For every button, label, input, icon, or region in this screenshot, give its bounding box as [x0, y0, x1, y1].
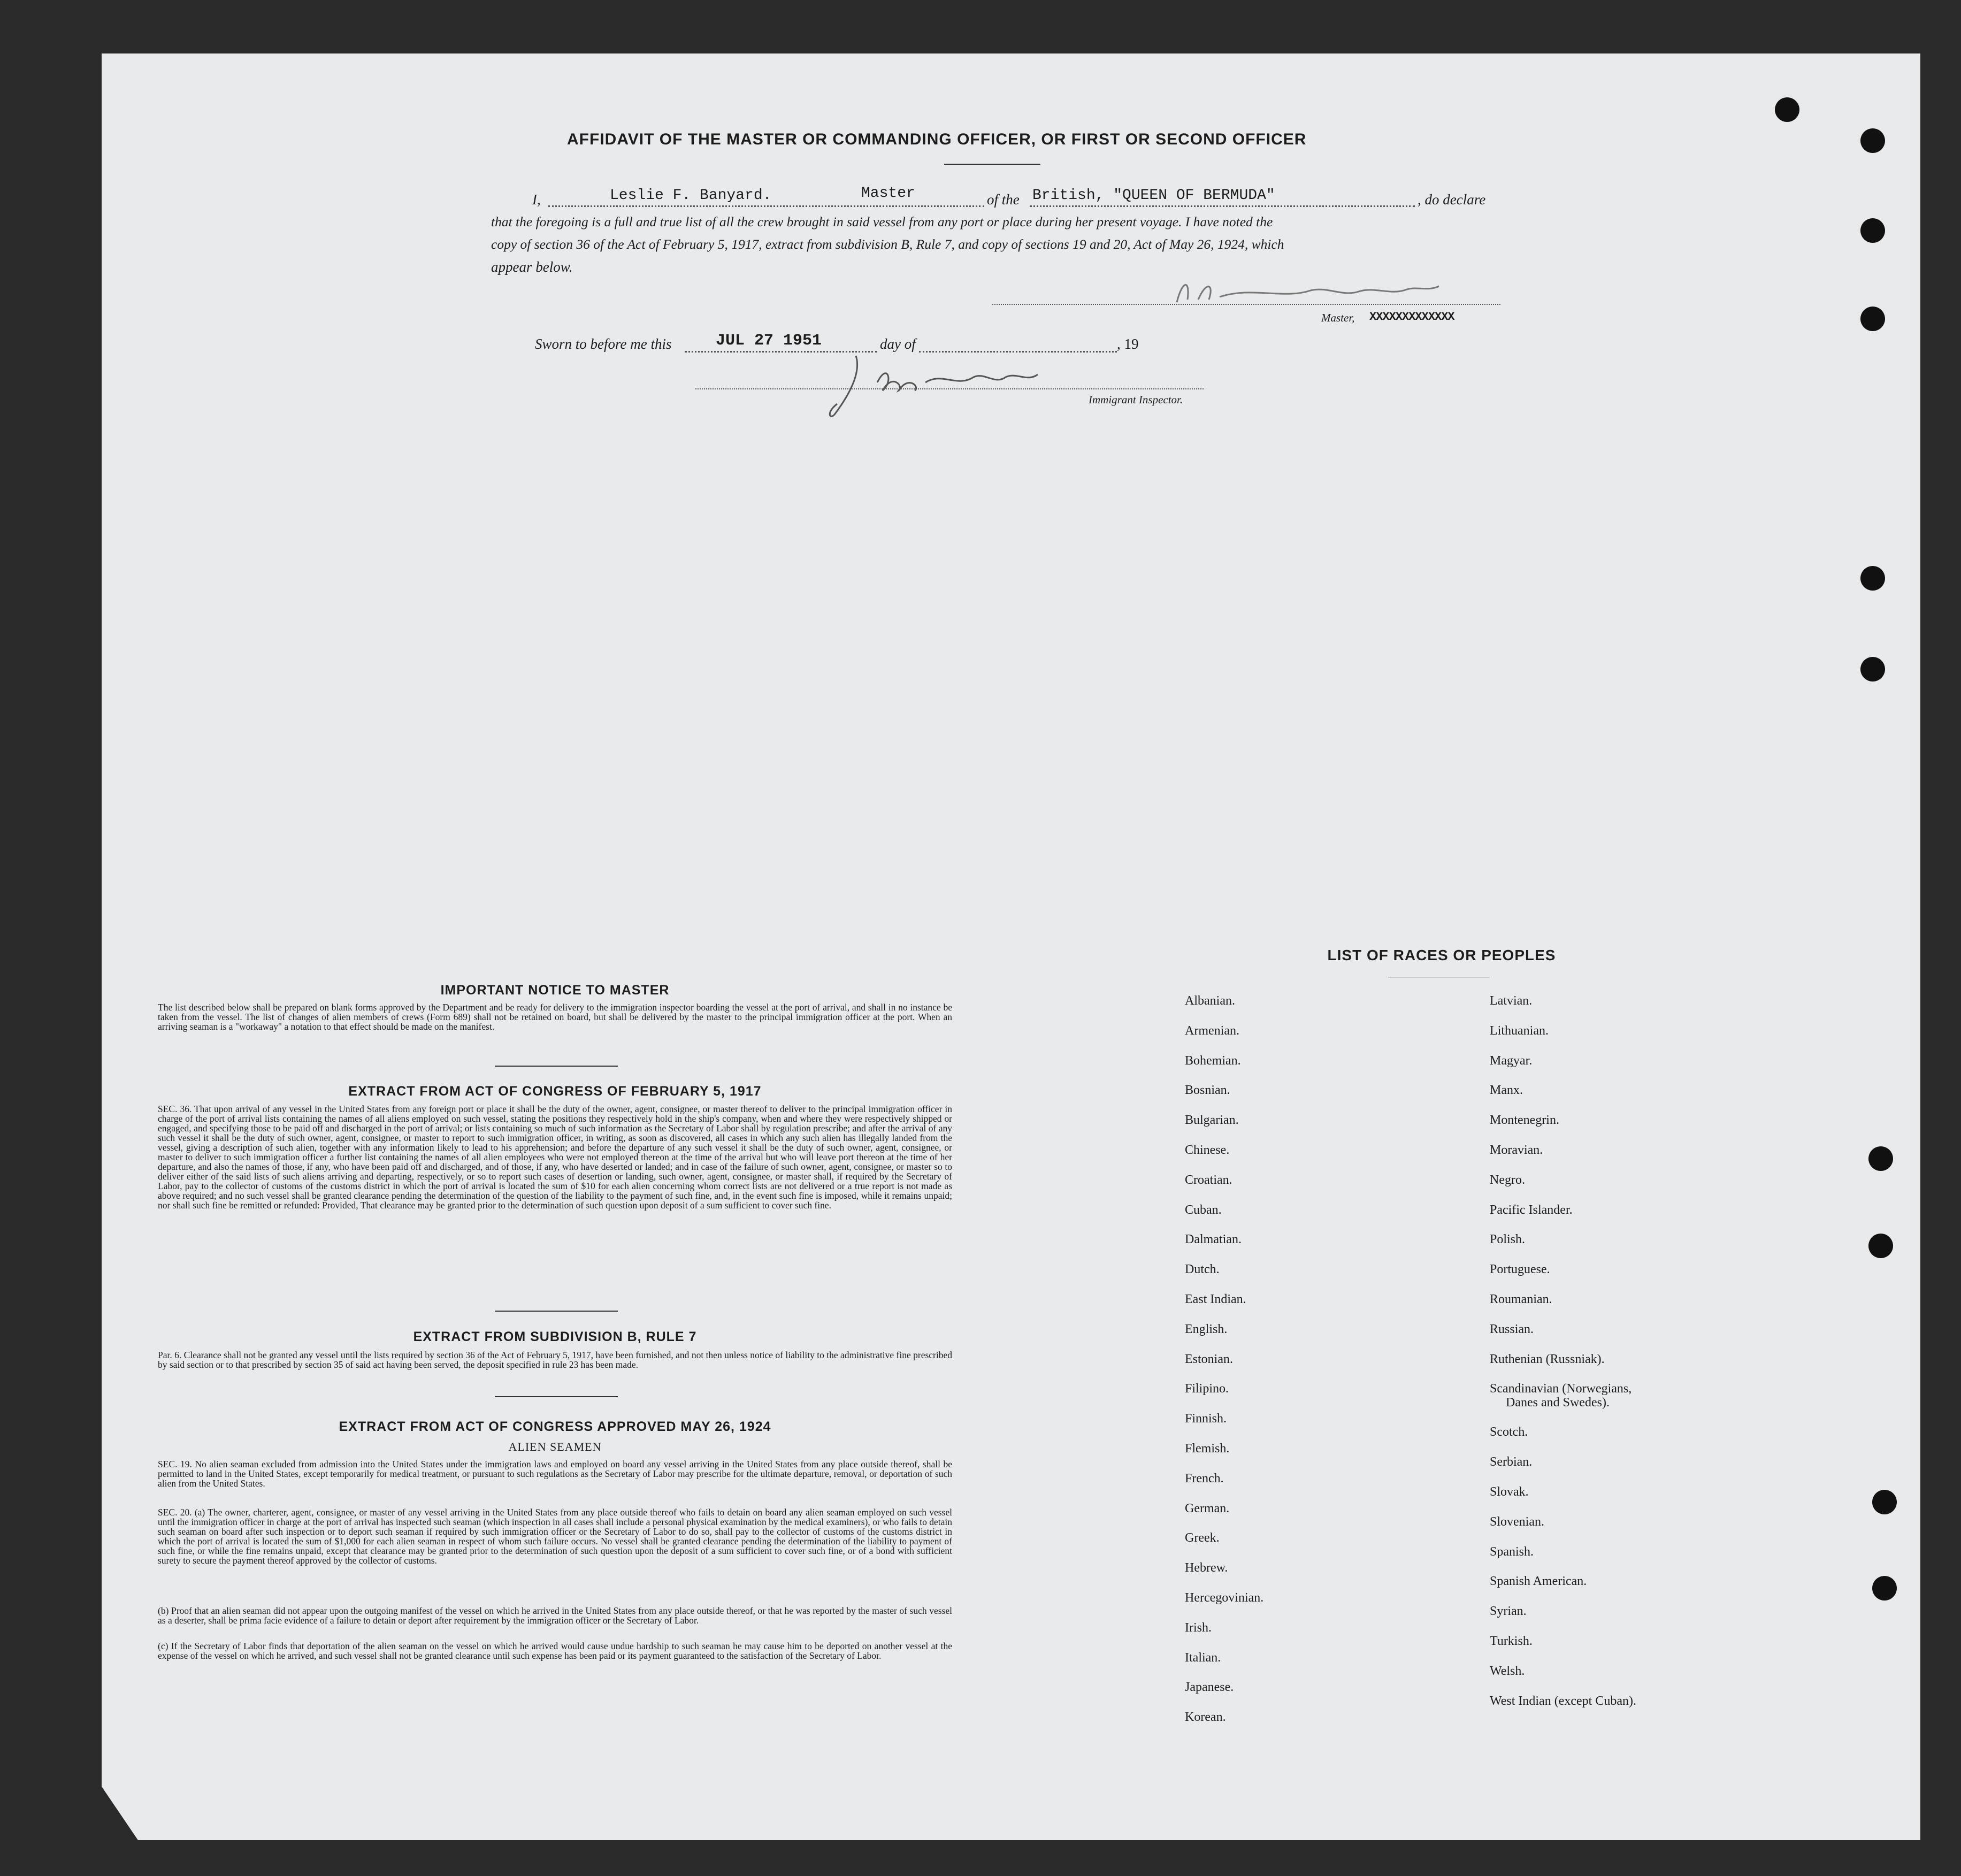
day-of-label: day of — [880, 336, 916, 352]
punch-hole — [1868, 1146, 1893, 1171]
race-item: Portuguese. — [1490, 1262, 1550, 1277]
punch-hole — [1872, 1576, 1897, 1601]
extract-rule7-title: EXTRACT FROM SUBDIVISION B, RULE 7 — [413, 1329, 697, 1344]
punch-hole — [1860, 218, 1885, 243]
inspector-caption: Immigrant Inspector. — [1089, 393, 1183, 406]
divider — [495, 1311, 618, 1312]
master-signature — [1166, 270, 1444, 313]
race-item: Dutch. — [1185, 1262, 1220, 1277]
race-item: Turkish. — [1490, 1634, 1533, 1648]
vessel-field-line — [1030, 205, 1415, 207]
race-item: Russian. — [1490, 1322, 1534, 1336]
race-item: Spanish. — [1490, 1544, 1534, 1559]
race-item: English. — [1185, 1322, 1228, 1336]
sworn-date-stamp: JUL 27 1951 — [716, 332, 822, 350]
race-item: Albanian. — [1185, 994, 1235, 1008]
divider — [944, 164, 1040, 165]
extract-1924-section-20a: SEC. 20. (a) The owner, charterer, agent, consignee, or master of any vessel arriving in the United States from any place outside thereof who fails to detain on board any alien seaman employed on such vessel until the immigration officer in charge at the port of arrival has inspected such seaman (which inspection in all cases shall include a personal physical examination by the medical examiners), or who fails to detain such seaman on board after such inspection or to deport such seaman if required by such immigration officer or the Secretary of Labor to do so, shall pay to the collector of customs of the customs district in which the port of arrival is located the sum of $1,000 for each alien seaman in respect of whom such failure occurs. No vessel shall be granted clearance pending the determination of the liability to payment of such fine, or while the fine remains unpaid, except that clearance may be granted prior to the determination of such question upon the deposit of a sum sufficient to cover such fine, or of a bond with sufficient surety to secure the payment thereof approved by the collector of customs. — [158, 1507, 952, 1566]
race-item: Greek. — [1185, 1531, 1220, 1545]
punch-hole — [1860, 566, 1885, 591]
race-item: Hebrew. — [1185, 1561, 1228, 1575]
race-item: Irish. — [1185, 1620, 1212, 1635]
race-item: Montenegrin. — [1490, 1113, 1559, 1128]
sworn-label: Sworn to before me this — [535, 336, 672, 352]
race-item: Danes and Swedes). — [1506, 1395, 1610, 1410]
race-item: Slovak. — [1490, 1484, 1529, 1499]
race-item: Hercegovinian. — [1185, 1591, 1264, 1605]
extract-1924-subtitle: ALIEN SEAMEN — [508, 1440, 602, 1453]
declaration-i: I, — [532, 192, 541, 208]
race-item: Lithuanian. — [1490, 1023, 1549, 1038]
master-name-field: Leslie F. Banyard. — [610, 187, 772, 204]
inspector-signature-line — [695, 388, 1204, 389]
race-item: Italian. — [1185, 1650, 1221, 1665]
race-item: Dalmatian. — [1185, 1232, 1242, 1247]
divider — [495, 1066, 618, 1067]
master-caption: Master, — [1321, 311, 1355, 324]
race-item: Cuban. — [1185, 1203, 1222, 1217]
race-item: Armenian. — [1185, 1023, 1239, 1038]
race-item: Flemish. — [1185, 1442, 1230, 1456]
vessel-field: British, "QUEEN OF BERMUDA" — [1032, 187, 1275, 204]
race-item: Spanish American. — [1490, 1574, 1587, 1589]
race-item: Chinese. — [1185, 1143, 1230, 1157]
race-item: Negro. — [1490, 1173, 1525, 1187]
notice-title: IMPORTANT NOTICE TO MASTER — [440, 983, 670, 998]
extract-1917-title: EXTRACT FROM ACT OF CONGRESS OF FEBRUARY 5, 1917 — [348, 1084, 762, 1099]
inspector-signature — [813, 350, 1070, 420]
notice-body: The list described below shall be prepared on blank forms approved by the Department and be ready for delivery to the immigration inspector boarding the vessel at the port of arrival, and shall in no instance be taken from the vessel. The list of changes of alien members of crews (Form 689) shall not be retained on board, but shall be delivered by the master to the principal immigration officer at the port. When an arriving seaman is a "workaway" a notation to that effect should be made on the manifest. — [158, 1002, 952, 1032]
extract-1924-section-19: SEC. 19. No alien seaman excluded from admission into the United States under the immigration laws and employed on board any vessel arriving in the United States from any place outside thereof, shall be permitted to land in the United States, except temporarily for medical treatment, or pursuant to such regulations as the Secretary of Labor may prescribe for the ultimate departure, removal, or deportation of such alien from the United States. — [158, 1459, 952, 1489]
punch-hole — [1860, 307, 1885, 331]
race-item: Syrian. — [1490, 1604, 1527, 1619]
race-item: French. — [1185, 1471, 1224, 1486]
extract-1917-body: SEC. 36. That upon arrival of any vessel in the United States from any foreign port or place it shall be the duty of the owner, agent, consignee, or master thereof to deliver to the principal immigration officer in charge of the port of arrival lists containing the names of all aliens employed on such vessel, stating the positions they respectively hold in the ship's company, when and where they were respectively shipped or engaged, and specifying those to be paid off and discharged in the port of arrival; or lists containing so much of such information as the Secretary of Labor shall by regulation prescribe; and after the arrival of any such vessel it shall be the duty of such owner, agent, consignee, or master to report to such immigration officer, in writing, as soon as discovered, all cases in which any such alien has illegally landed from the vessel, giving a description of such alien, together with any information likely to lead to his apprehension; and before the departure of any such vessel it shall be the duty of such owner, agent, consignee, or master to deliver to such immigration officer a further list containing the names of all alien employees who were not employed thereon at the time of the arrival but who will leave port thereon at the time of her departure, and also the names of those, if any, who have been paid off and discharged, and of those, if any, who have deserted or landed; and in case of the failure of such owner, agent, consignee, or master so to deliver either of the said lists of such aliens arriving and departing, respectively, or so to report such cases of desertion or landing, such owner, agent, consignee, or master shall, if required by the Secretary of Labor, pay to the collector of customs of the customs district in which the port of arrival is located the sum of $10 for each alien concerning whom correct lists are not delivered or a true report is not made as above required; and no such vessel shall be granted clearance pending the determination of the question of the liability to the payment of such fine, and, in the event such fine is imposed, while it remains unpaid; nor shall such fine be remitted or refunded: Provided, That clearance may be granted prior to the determination of such question upon deposit of a sum sufficient to cover such fine. — [158, 1104, 952, 1211]
race-item: Scandinavian (Norwegians, — [1490, 1382, 1632, 1396]
extract-1924-title: EXTRACT FROM ACT OF CONGRESS APPROVED MAY 26, 1924 — [339, 1419, 771, 1434]
punch-hole — [1860, 657, 1885, 682]
race-item: Roumanian. — [1490, 1292, 1552, 1306]
race-item: Magyar. — [1490, 1053, 1533, 1068]
year-label: , 19 — [1117, 336, 1139, 352]
race-item: Estonian. — [1185, 1352, 1233, 1366]
race-item: Scotch. — [1490, 1425, 1528, 1439]
race-item: West Indian (except Cuban). — [1490, 1694, 1636, 1708]
race-item: Manx. — [1490, 1083, 1523, 1098]
race-item: Welsh. — [1490, 1664, 1525, 1678]
extract-1924-section-20b: (b) Proof that an alien seaman did not appear upon the outgoing manifest of the vessel on which he arrived in the United States from any place outside thereof, or that he was reported by the master of such vessel as a deserter, shall be prima facie evidence of a failure to detain or deport after requirement by the immigration officer or the Secretary of Labor. — [158, 1605, 952, 1626]
declaration-line-2: that the foregoing is a full and true list of all the crew brought in said vessel from any port or place during her present voyage. I have noted the — [491, 214, 1273, 229]
race-item: Bohemian. — [1185, 1053, 1241, 1068]
race-item: Bulgarian. — [1185, 1113, 1239, 1128]
race-item: Finnish. — [1185, 1412, 1227, 1426]
race-item: Pacific Islander. — [1490, 1203, 1573, 1217]
declaration-line-4: appear below. — [491, 259, 573, 275]
of-the-label: of the — [987, 192, 1020, 208]
race-item: Moravian. — [1490, 1143, 1543, 1157]
punch-hole — [1860, 128, 1885, 153]
race-item: Ruthenian (Russniak). — [1490, 1352, 1605, 1366]
document-page — [102, 53, 1920, 1840]
race-item: German. — [1185, 1501, 1230, 1515]
race-item: Croatian. — [1185, 1173, 1232, 1187]
race-item: East Indian. — [1185, 1292, 1246, 1306]
name-field-line — [548, 205, 984, 207]
race-item: Korean. — [1185, 1710, 1226, 1725]
punch-hole — [1868, 1234, 1893, 1258]
race-item: Filipino. — [1185, 1382, 1229, 1396]
extract-1924-section-20c: (c) If the Secretary of Labor finds that deportation of the alien seaman on the vessel on which he arrived would cause undue hardship to such seaman he may cause him to be deported on another vessel at the expense of the vessel on which he arrived, and such vessel shall not be granted clearance until such expense has been paid or its payment guaranteed to the satisfaction of the Secretary of Labor. — [158, 1641, 952, 1661]
race-item: Polish. — [1490, 1232, 1526, 1247]
race-item: Latvian. — [1490, 994, 1533, 1008]
rank-field: Master — [861, 185, 915, 202]
races-title: LIST OF RACES OR PEOPLES — [1327, 947, 1556, 963]
race-item: Slovenian. — [1490, 1514, 1544, 1529]
declaration-line-3: copy of section 36 of the Act of February 5, 1917, extract from subdivision B, Rule 7, and copy of sections 19 and 20, Act of May 26, 1924, which — [491, 236, 1284, 252]
punch-hole — [1775, 97, 1799, 122]
race-item: Bosnian. — [1185, 1083, 1230, 1098]
affidavit-title: AFFIDAVIT OF THE MASTER OR COMMANDING OFFICER, OR FIRST OR SECOND OFFICER — [567, 131, 1307, 148]
do-declare-label: , do declare — [1418, 192, 1486, 208]
extract-rule7-body: Par. 6. Clearance shall not be granted any vessel until the lists required by section 36 of the Act of February 5, 1917, have been furnished, and not then unless notice of liability to the administrative fine prescribed by said section or to that prescribed by section 35 of said act having been served, the deposit specified in rule 23 has been made. — [158, 1350, 952, 1370]
struck-out-text: XXXXXXXXXXXXX — [1369, 310, 1454, 324]
punch-hole — [1872, 1490, 1897, 1514]
race-item: Japanese. — [1185, 1680, 1234, 1695]
race-item: Serbian. — [1490, 1455, 1533, 1469]
divider — [495, 1396, 618, 1397]
